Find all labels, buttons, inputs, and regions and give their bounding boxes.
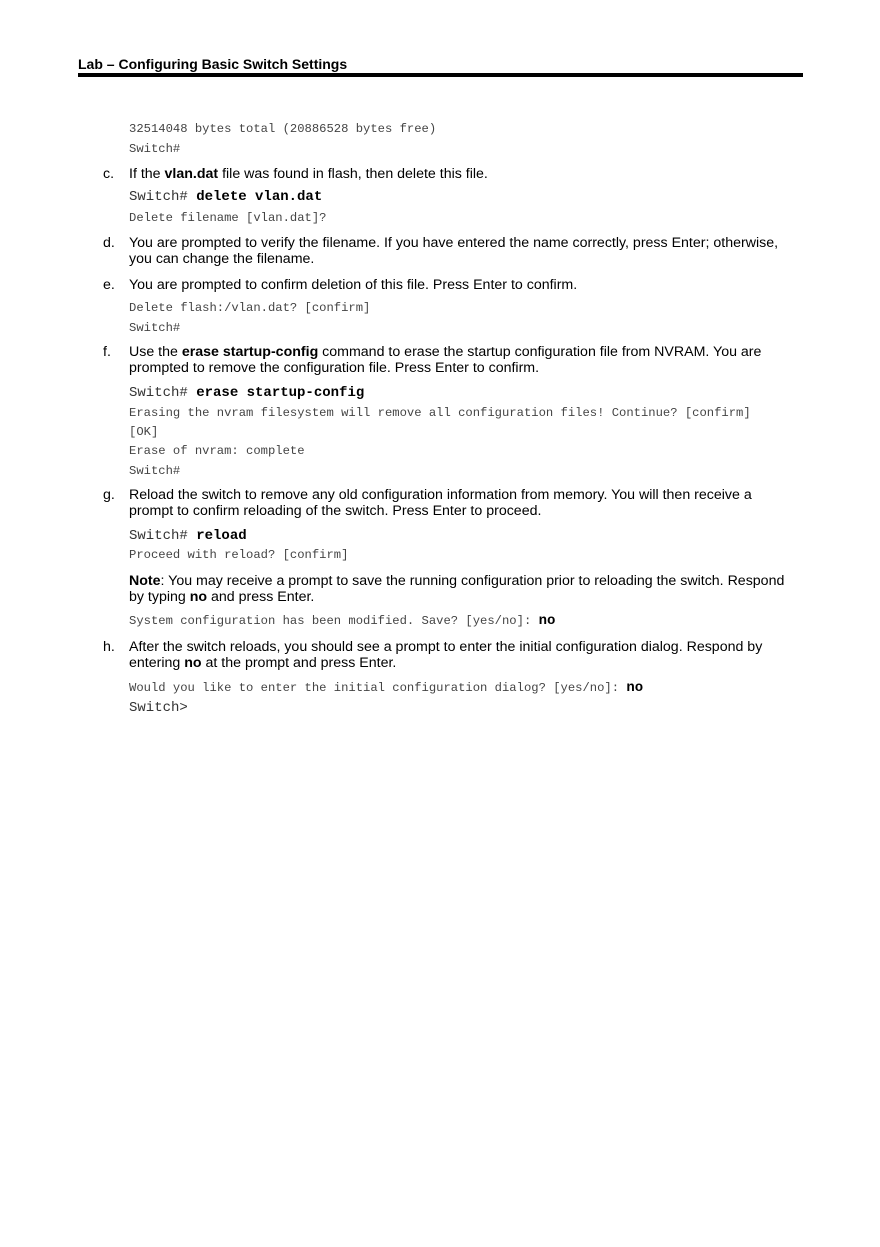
answer-no: no: [538, 613, 556, 629]
command-erase-startup-config: erase startup-config: [196, 385, 365, 401]
command-delete-vlan: delete vlan.dat: [196, 189, 323, 205]
step-letter-d: d.: [103, 235, 115, 251]
step-g-text: Reload the switch to remove any old configuration information from memory. You will then receive a prompt to confirm reloading of the switch. Press Enter to proceed.: [129, 487, 752, 519]
step-c-text: If the vlan.dat file was found in flash, then delete this file.: [129, 166, 488, 182]
step-letter-c: c.: [103, 166, 115, 182]
step-e-text: You are prompted to confirm deletion of this file. Press Enter to confirm.: [129, 277, 578, 293]
code-line: Delete filename [vlan.dat]?: [129, 211, 327, 225]
code-line: Switch#: [129, 321, 181, 335]
code-line: 32514048 bytes total (20886528 bytes free): [129, 122, 437, 136]
step-letter-g: g.: [103, 487, 115, 503]
command-line: Switch# erase startup-config: [129, 385, 365, 401]
keyword-erase-startup-config: erase startup-config: [181, 344, 319, 360]
code-line: Erasing the nvram filesystem will remove all configuration files! Continue? [confirm]: [129, 406, 751, 420]
note-text: Note: You may receive a prompt to save the running configuration prior to reloading the switch. Respond by typing no and press Enter.: [129, 573, 785, 605]
code-line: Would you like to enter the initial configuration dialog? [yes/no]: no: [129, 680, 644, 696]
code-line: System configuration has been modified. Save? [yes/no]: no: [129, 613, 556, 629]
note-label: Note: [129, 573, 161, 589]
code-line: Proceed with reload? [confirm]: [129, 548, 349, 562]
header-rule: [78, 73, 803, 77]
command-line: Switch# reload: [129, 528, 247, 544]
step-letter-h: h.: [103, 639, 115, 655]
filename-vlan-dat: vlan.dat: [164, 166, 219, 182]
code-line: Switch#: [129, 142, 181, 156]
command-line: Switch# delete vlan.dat: [129, 189, 323, 205]
command-reload: reload: [196, 528, 247, 544]
step-f-text: Use the erase startup-config command to erase the startup configuration file from NVRAM. You are prompted to remove the configuration file. Press Enter to confirm.: [129, 344, 762, 376]
code-line: [OK]: [129, 425, 159, 439]
step-h-text: After the switch reloads, you should see a prompt to enter the initial configuration dialog. Respond by entering no at the prompt and press Enter.: [129, 639, 763, 671]
final-prompt: Switch>: [129, 700, 188, 716]
code-line: Delete flash:/vlan.dat? [confirm]: [129, 301, 371, 315]
code-line: Switch#: [129, 464, 181, 478]
answer-no: no: [626, 680, 644, 696]
step-letter-e: e.: [103, 277, 115, 293]
code-line: Erase of nvram: complete: [129, 444, 305, 458]
page-header-title: Lab – Configuring Basic Switch Settings: [78, 56, 348, 72]
step-letter-f: f.: [103, 344, 111, 360]
step-d-text: You are prompted to verify the filename. If you have entered the name correctly, press Enter; otherwise, you can change the filename.: [129, 235, 779, 267]
